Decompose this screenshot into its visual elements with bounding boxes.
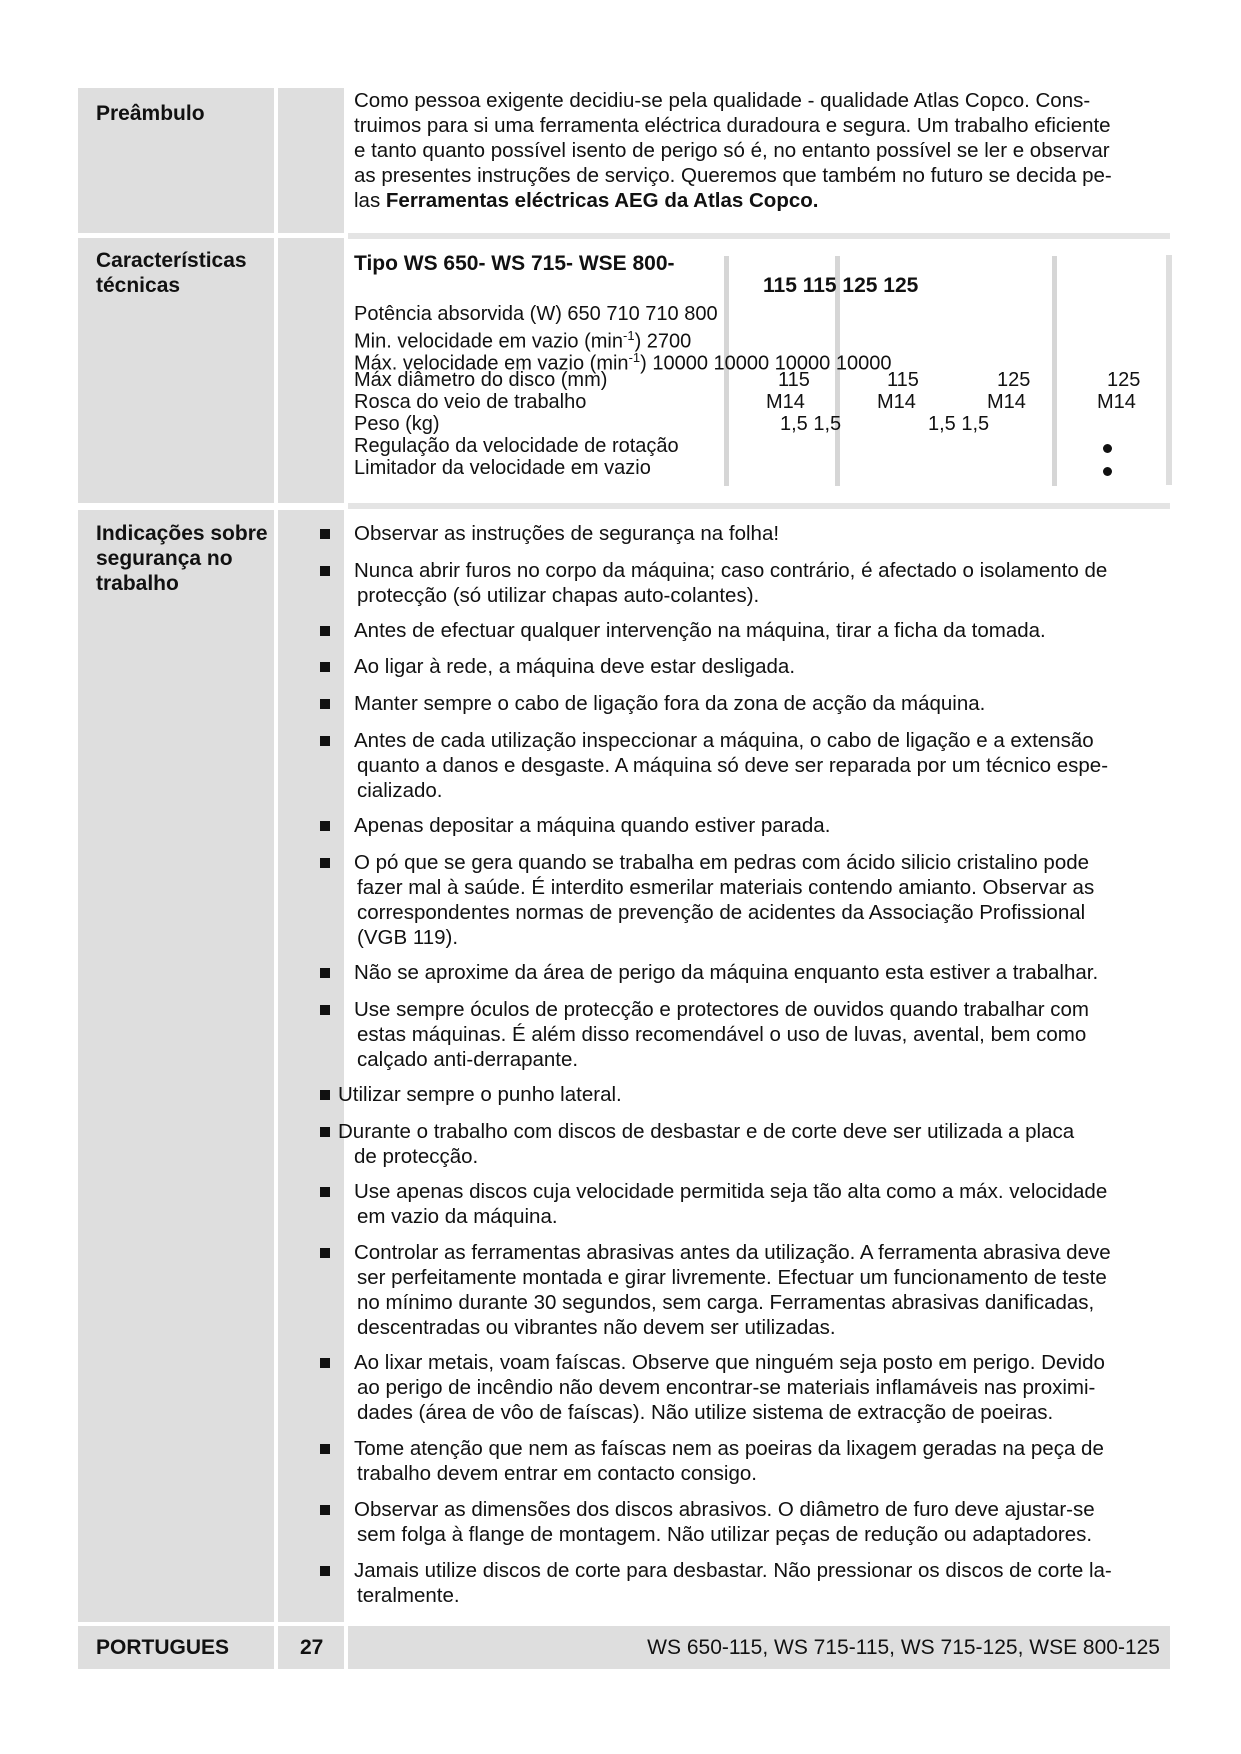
thread-value: M14 <box>1097 391 1136 413</box>
spec-superscript: -1 <box>623 328 635 343</box>
safety-item <box>320 850 1160 950</box>
safety-line: calçado anti-derrapante. <box>357 1048 579 1071</box>
spec-row-power: Potência absorvida (W) 650 710 710 800 <box>354 303 718 325</box>
gutter-column-preambulo <box>278 88 344 233</box>
safety-line: Ao lixar metais, voam faíscas. Observe que ninguém seja posto em perigo. Devido <box>354 1351 1105 1374</box>
spec-row-text: Máx. velocidade em vazio (min <box>354 352 629 375</box>
bullet-square-icon <box>320 662 330 672</box>
safety-line: protecção (só utilizar chapas auto-colantes). <box>357 584 760 607</box>
label-line: Indicações sobre <box>96 522 268 545</box>
brand-emphasis: Ferramentas eléctricas AEG da Atlas Copco. <box>385 189 819 212</box>
safety-line: dades (área de vôo de faíscas). Não utilize sistema de extracção de poeiras. <box>357 1401 1054 1424</box>
bullet-square-icon <box>320 1090 330 1100</box>
spec-row-speed-limiter: Limitador da velocidade em vazio <box>354 457 651 479</box>
safety-item <box>320 1179 1160 1229</box>
safety-item <box>320 813 1160 838</box>
bullet-square-icon <box>320 699 330 709</box>
safety-item <box>320 654 1160 679</box>
safety-line: Antes de cada utilização inspeccionar a máquina, o cabo de ligação e a extensão <box>354 729 1094 752</box>
feature-available-dot <box>1103 467 1112 476</box>
bullet-square-icon <box>320 1358 330 1368</box>
spec-row-text: Min. velocidade em vazio (min <box>354 330 623 353</box>
thread-value: M14 <box>877 391 916 413</box>
safety-line: Use sempre óculos de protecção e protectores de ouvidos quando trabalhar com <box>354 998 1090 1021</box>
disc-value: 125 <box>997 369 1031 391</box>
safety-line: estas máquinas. É além disso recomendável o uso de luvas, avental, bem como <box>357 1023 1087 1046</box>
safety-line: Observar as dimensões dos discos abrasivos. O diâmetro de furo deve ajustar-se <box>354 1498 1095 1521</box>
bullet-square-icon <box>320 626 330 636</box>
safety-line: Manter sempre o cabo de ligação fora da zona de acção da máquina. <box>354 692 986 715</box>
label-line: segurança no <box>96 547 233 570</box>
weight-value: 1,5 1,5 <box>928 413 990 435</box>
bullet-square-icon <box>320 566 330 576</box>
preambulo-line: as presentes instruções de serviço. Queremos que também no futuro se decida pe- <box>354 164 1112 187</box>
preambulo-line: truimos para si uma ferramenta eléctrica duradoura e segura. Um trabalho eficiente <box>354 114 1111 137</box>
bullet-square-icon <box>320 529 330 539</box>
safety-item <box>320 1240 1160 1340</box>
section-label-caracteristicas <box>96 248 247 298</box>
right-edge-shade <box>1166 255 1172 485</box>
bullet-square-icon <box>320 736 330 746</box>
bullet-square-icon <box>320 1248 330 1258</box>
disc-value: 115 <box>887 369 919 391</box>
safety-line: Observar as instruções de segurança na folha! <box>354 522 780 545</box>
safety-line: cializado. <box>357 779 443 802</box>
label-line: técnicas <box>96 274 181 297</box>
safety-item <box>320 1119 1160 1169</box>
spec-row-thread: Rosca do veio de trabalho <box>354 391 587 413</box>
safety-item <box>320 691 1160 716</box>
footer-models: WS 650-115, WS 715-115, WS 715-125, WSE 800-125 <box>647 1636 1160 1659</box>
bullet-square-icon <box>320 1187 330 1197</box>
preambulo-line: Como pessoa exigente decidiu-se pela qualidade - qualidade Atlas Copco. Cons- <box>354 89 1091 112</box>
safety-line: sem folga à flange de montagem. Não utilizar peças de redução ou adaptadores. <box>357 1523 1093 1546</box>
spec-type-heading: Tipo WS 650- WS 715- WSE 800- <box>354 252 675 275</box>
label-line: Características <box>96 249 247 272</box>
safety-item <box>320 728 1160 803</box>
safety-line: correspondentes normas de prevenção de acidentes da Associação Profissional <box>357 901 1086 924</box>
safety-line: ser perfeitamente montada e girar livremente. Efectuar um funcionamento de teste <box>357 1266 1107 1289</box>
spec-row-value: ) 2700 <box>634 330 692 353</box>
safety-line: O pó que se gera quando se trabalha em pedras com ácido silicio cristalino pode <box>354 851 1090 874</box>
bullet-square-icon <box>320 968 330 978</box>
label-column-seguranca <box>78 510 274 1622</box>
safety-line: Nunca abrir furos no corpo da máquina; caso contrário, é afectado o isolamento de <box>354 559 1108 582</box>
safety-line: teralmente. <box>357 1584 460 1607</box>
spec-row-value: ) 10000 10000 10000 10000 <box>640 352 892 375</box>
spec-superscript: -1 <box>628 350 641 365</box>
footer-language: PORTUGUES <box>96 1636 230 1659</box>
safety-line: Utilizar sempre o punho lateral. <box>338 1083 622 1106</box>
safety-line: Ao ligar à rede, a máquina deve estar desligada. <box>354 655 796 678</box>
disc-value: 125 <box>1107 369 1141 391</box>
section-label-seguranca <box>96 521 268 596</box>
section-label-preambulo: Preâmbulo <box>96 102 205 125</box>
section-divider <box>348 233 1170 239</box>
preambulo-last-prefix: las <box>354 189 386 212</box>
safety-item <box>320 1082 1160 1107</box>
safety-line: de protecção. <box>354 1145 479 1168</box>
safety-line: no mínimo durante 30 segundos, sem carga. Ferramentas abrasivas danificadas, <box>357 1291 1095 1314</box>
safety-item <box>320 1497 1160 1547</box>
safety-item <box>320 997 1160 1072</box>
weight-value: 1,5 1,5 <box>780 413 842 435</box>
safety-item <box>320 558 1160 608</box>
safety-item <box>320 1350 1160 1425</box>
bullet-square-icon <box>320 1566 330 1576</box>
safety-item <box>320 1558 1160 1608</box>
gutter-column-caracteristicas <box>278 238 344 503</box>
label-line: trabalho <box>96 572 179 595</box>
safety-item <box>320 521 1160 546</box>
safety-line: Apenas depositar a máquina quando estiver parada. <box>354 814 831 837</box>
safety-item <box>320 1436 1160 1486</box>
safety-line: Jamais utilize discos de corte para desbastar. Não pressionar os discos de corte la- <box>354 1559 1112 1582</box>
safety-line: Durante o trabalho com discos de desbastar e de corte deve ser utilizada a placa <box>338 1120 1075 1143</box>
safety-line: ao perigo de incêndio não devem encontrar-se materiais inflamáveis nas proximi- <box>357 1376 1096 1399</box>
spec-row-speed-regulation: Regulação da velocidade de rotação <box>354 435 679 457</box>
bullet-square-icon <box>320 858 330 868</box>
preambulo-line: e tanto quanto possível isento de perigo só é, no entanto possível se ler e observar <box>354 139 1110 162</box>
safety-line: Antes de efectuar qualquer intervenção na máquina, tirar a ficha da tomada. <box>354 619 1046 642</box>
safety-item <box>320 618 1160 643</box>
spec-type-numbers: 115 115 125 125 <box>763 274 919 297</box>
preambulo-text <box>354 88 1164 213</box>
bullet-square-icon <box>320 1127 330 1137</box>
spec-row-weight: Peso (kg) <box>354 413 440 435</box>
section-divider <box>348 503 1170 509</box>
spec-column-divider <box>1052 256 1057 486</box>
safety-line: Use apenas discos cuja velocidade permitida seja tão alta como a máx. velocidade <box>354 1180 1108 1203</box>
thread-value: M14 <box>766 391 805 413</box>
safety-line: descentradas ou vibrantes não devem ser utilizadas. <box>357 1316 836 1339</box>
thread-value: M14 <box>987 391 1026 413</box>
footer-page-number: 27 <box>300 1636 324 1659</box>
safety-line: (VGB 119). <box>357 926 459 949</box>
safety-line: Não se aproxime da área de perigo da máquina enquanto esta estiver a trabalhar. <box>354 961 1099 984</box>
safety-line: quanto a danos e desgaste. A máquina só deve ser reparada por um técnico espe- <box>357 754 1109 777</box>
bullet-square-icon <box>320 1005 330 1015</box>
safety-item <box>320 960 1160 985</box>
bullet-square-icon <box>320 1505 330 1515</box>
bullet-square-icon <box>320 821 330 831</box>
spec-row-disc-diameter: Máx diâmetro do disco (mm) <box>354 369 608 391</box>
preambulo-line <box>354 188 1164 213</box>
safety-line: Controlar as ferramentas abrasivas antes da utilização. A ferramenta abrasiva deve <box>354 1241 1111 1264</box>
bullet-square-icon <box>320 1444 330 1454</box>
feature-available-dot <box>1103 444 1112 453</box>
safety-line: trabalho devem entrar em contacto consigo. <box>357 1462 757 1485</box>
safety-line: em vazio da máquina. <box>357 1205 558 1228</box>
disc-value: 115 <box>778 369 810 391</box>
safety-line: Tome atenção que nem as faíscas nem as poeiras da lixagem geradas na peça de <box>354 1437 1104 1460</box>
safety-line: fazer mal à saúde. É interdito esmerilar materiais contendo amianto. Observar as <box>357 876 1095 899</box>
